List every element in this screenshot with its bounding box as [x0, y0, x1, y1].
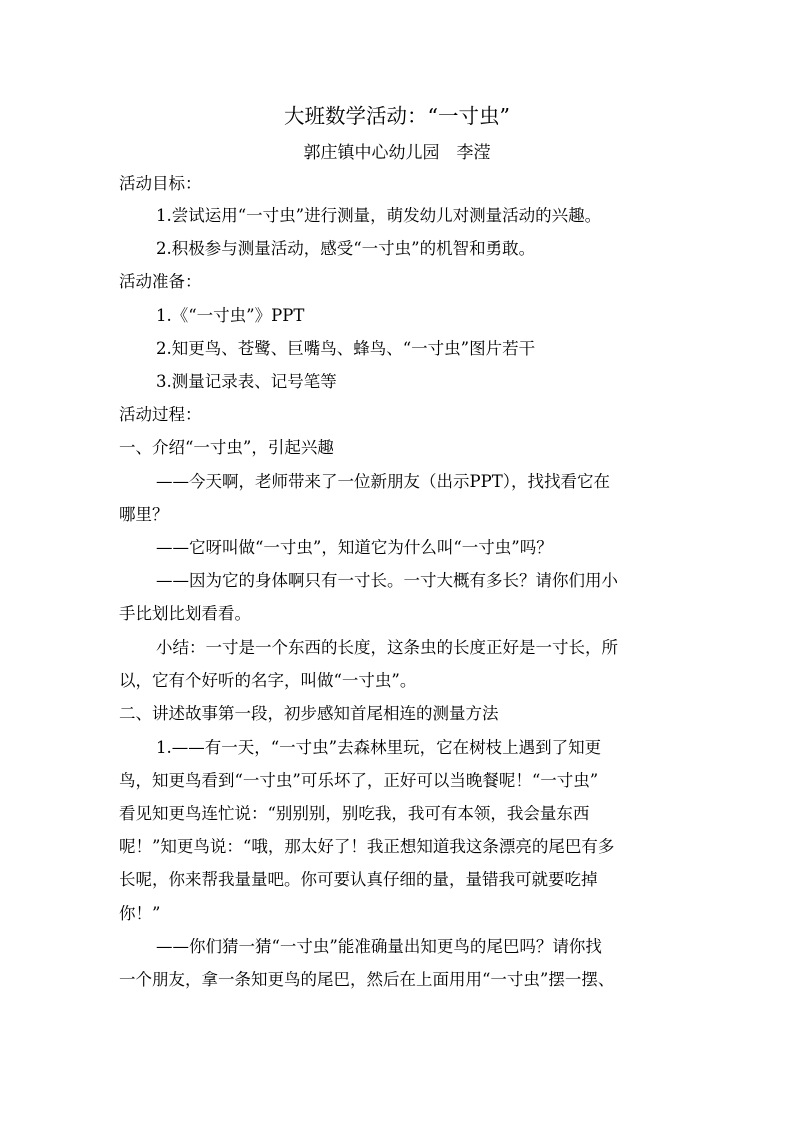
section-heading-preparation: 活动准备： — [119, 272, 202, 291]
summary-line: 以，它有个好听的名字，叫做“一寸虫”。 — [119, 671, 417, 690]
paragraph-line: 1.——有一天，“一寸虫”去森林里玩，它在树枝上遇到了知更 — [156, 738, 602, 757]
step-heading: 一、介绍“一寸虫”，引起兴趣 — [119, 438, 334, 457]
paragraph-line: 长呢，你来帮我量量吧。你可要认真仔细的量，量错我可就要吃掉 — [119, 870, 598, 889]
paragraph-line: 哪里？ — [119, 505, 169, 524]
page-title: 大班数学活动：“一寸虫” — [284, 104, 510, 128]
section-heading-process: 活动过程： — [119, 405, 202, 424]
paragraph-line: ——因为它的身体啊只有一寸长。一寸大概有多长？请你们用小 — [156, 571, 618, 590]
section-heading-goals: 活动目标： — [119, 174, 202, 193]
paragraph-line: ——你们猜一猜“一寸虫”能准确量出知更鸟的尾巴吗？请你找 — [156, 937, 602, 956]
paragraph-line: 呢！”知更鸟说：“哦，那太好了！我正想知道我这条漂亮的尾巴有多 — [119, 837, 615, 856]
paragraph-line: ——今天啊，老师带来了一位新朋友（出示PPT），找找看它在 — [156, 472, 610, 491]
goal-item: 2.积极参与测量活动，感受“一寸虫”的机智和勇敢。 — [156, 239, 536, 258]
paragraph-line: ——它呀叫做“一寸虫”，知道它为什么叫“一寸虫”吗？ — [156, 538, 553, 557]
goal-item: 1.尝试运用“一寸虫”进行测量，萌发幼儿对测量活动的兴趣。 — [156, 206, 602, 225]
paragraph-line: 看见知更鸟连忙说：“别别别，别吃我，我可有本领，我会量东西 — [119, 804, 590, 823]
preparation-item: 2.知更鸟、苍鹭、巨嘴鸟、蜂鸟、“一寸虫”图片若干 — [156, 339, 536, 358]
author-line: 郭庄镇中心幼儿园 李滢 — [303, 143, 491, 163]
preparation-item: 3.测量记录表、记号笔等 — [156, 372, 337, 391]
paragraph-line: 鸟，知更鸟看到“一寸虫”可乐坏了，正好可以当晚餐呢！“一寸虫” — [119, 771, 599, 790]
paragraph-line: 你！” — [119, 904, 161, 923]
preparation-item: 1.《“一寸虫”》PPT — [156, 306, 305, 325]
summary-line: 小结：一寸是一个东西的长度，这条虫的长度正好是一寸长，所 — [156, 638, 618, 657]
paragraph-line: 一个朋友，拿一条知更鸟的尾巴，然后在上面用用“一寸虫”摆一摆、 — [119, 970, 615, 989]
step-heading: 二、讲述故事第一段，初步感知首尾相连的测量方法 — [119, 704, 499, 723]
paragraph-line: 手比划比划看看。 — [119, 604, 251, 623]
